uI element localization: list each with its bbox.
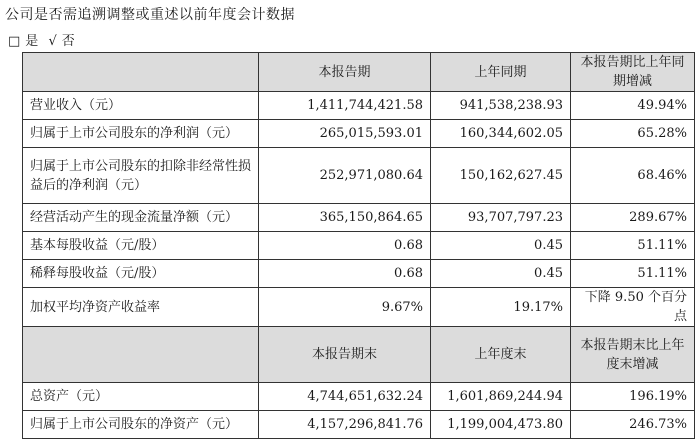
change-value: 51.11% <box>571 260 695 288</box>
current-value: 4,157,296,841.76 <box>259 411 431 439</box>
table-row <box>23 120 695 148</box>
change-value: 196.19% <box>571 383 695 411</box>
choice-yes: 是 <box>25 34 40 49</box>
header-period-change: 本报告期比上年同期增减 <box>571 53 695 92</box>
header-blank-cell <box>23 327 259 383</box>
change-value: 68.46% <box>571 148 695 204</box>
table-row <box>23 92 695 120</box>
row-label: 营业收入（元） <box>23 92 259 120</box>
choice-no: 否 <box>61 34 76 49</box>
change-value: 下降 9.50 个百分点 <box>571 288 695 327</box>
current-value: 265,015,593.01 <box>259 120 431 148</box>
row-label: 总资产（元） <box>23 383 259 411</box>
header-year-end-change: 本报告期末比上年度末增减 <box>571 327 695 383</box>
prior-value: 941,538,238.93 <box>431 92 571 120</box>
prior-value: 160,344,602.05 <box>431 120 571 148</box>
financial-data-table <box>22 52 695 439</box>
prior-value: 19.17% <box>431 288 571 327</box>
prior-value: 0.45 <box>431 232 571 260</box>
table-row <box>23 148 695 204</box>
current-value: 252,971,080.64 <box>259 148 431 204</box>
table-row <box>23 232 695 260</box>
change-value: 65.28% <box>571 120 695 148</box>
prior-value: 1,199,004,473.80 <box>431 411 571 439</box>
header-current-period: 本报告期 <box>259 53 431 92</box>
table-row <box>23 288 695 327</box>
page-title: 公司是否需追溯调整或重述以前年度会计数据 <box>5 7 295 23</box>
restatement-choice <box>8 30 80 49</box>
change-value: 246.73% <box>571 411 695 439</box>
row-label: 稀释每股收益（元/股） <box>23 260 259 288</box>
prior-value: 150,162,627.45 <box>431 148 571 204</box>
current-value: 365,150,864.65 <box>259 204 431 232</box>
check-mark-icon: √ <box>48 34 58 49</box>
prior-value: 93,707,797.23 <box>431 204 571 232</box>
row-label: 归属于上市公司股东的净利润（元） <box>23 120 259 148</box>
current-value: 0.68 <box>259 260 431 288</box>
table-header-row-2 <box>23 327 695 383</box>
table-header-row <box>23 53 695 92</box>
row-label: 经营活动产生的现金流量净额（元） <box>23 204 259 232</box>
header-period-end: 本报告期末 <box>259 327 431 383</box>
change-value: 49.94% <box>571 92 695 120</box>
current-value: 9.67% <box>259 288 431 327</box>
header-prior-year-end: 上年度末 <box>431 327 571 383</box>
table-row <box>23 411 695 439</box>
change-value: 51.11% <box>571 232 695 260</box>
current-value: 0.68 <box>259 232 431 260</box>
current-value: 1,411,744,421.58 <box>259 92 431 120</box>
row-label: 加权平均净资产收益率 <box>23 288 259 327</box>
row-label: 基本每股收益（元/股） <box>23 232 259 260</box>
row-label: 归属于上市公司股东的净资产（元） <box>23 411 259 439</box>
header-prior-period: 上年同期 <box>431 53 571 92</box>
row-label: 归属于上市公司股东的扣除非经常性损益后的净利润（元） <box>23 148 259 204</box>
table-row <box>23 260 695 288</box>
checkbox-icon: □ <box>8 34 22 49</box>
table-row <box>23 383 695 411</box>
table-row <box>23 204 695 232</box>
current-value: 4,744,651,632.24 <box>259 383 431 411</box>
prior-value: 0.45 <box>431 260 571 288</box>
header-blank-cell <box>23 53 259 92</box>
prior-value: 1,601,869,244.94 <box>431 383 571 411</box>
change-value: 289.67% <box>571 204 695 232</box>
